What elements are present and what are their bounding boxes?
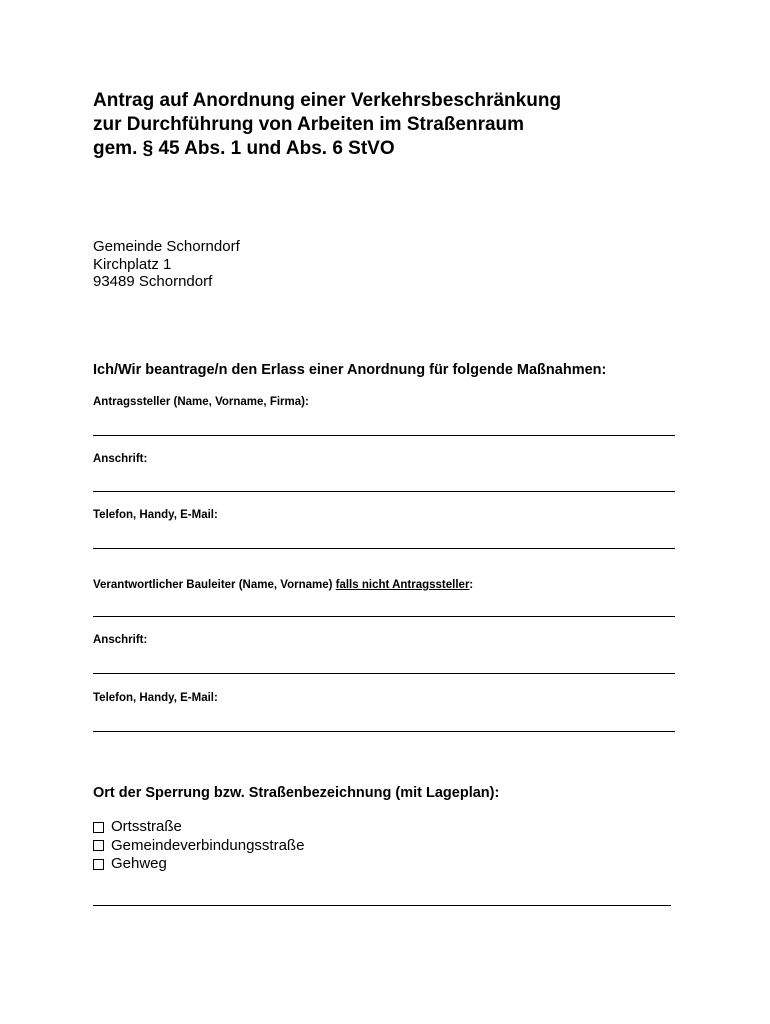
site-manager-field[interactable] — [93, 616, 675, 617]
location-heading: Ort der Sperrung bzw. Straßenbezeichnung (mit Lageplan): — [93, 785, 500, 801]
option-gehweg[interactable] — [93, 855, 304, 874]
checkbox-icon[interactable] — [93, 840, 104, 851]
checkbox-icon[interactable] — [93, 859, 104, 870]
site-manager-label-prefix: Verantwortlicher Bauleiter (Name, Vorname) — [93, 579, 336, 591]
document-title — [93, 89, 561, 161]
applicant-label: Antragssteller (Name, Vorname, Firma): — [93, 396, 309, 408]
location-field[interactable] — [93, 905, 671, 906]
site-manager-label-suffix: : — [469, 579, 474, 591]
recipient-address — [93, 238, 240, 291]
site-manager-label-underlined: falls nicht Antragssteller — [335, 579, 470, 591]
request-heading: Ich/Wir beantrage/n den Erlass einer Anordnung für folgende Maßnahmen: — [93, 362, 607, 378]
site-manager-contact-field[interactable] — [93, 731, 675, 732]
title-line-3: gem. § 45 Abs. 1 und Abs. 6 StVO — [93, 138, 395, 159]
road-type-options — [93, 818, 304, 874]
option-label: Gemeindeverbindungsstraße — [111, 836, 305, 854]
option-label: Gehweg — [111, 855, 167, 872]
checkbox-icon[interactable] — [93, 822, 104, 833]
applicant-field[interactable] — [93, 435, 675, 436]
applicant-address-field[interactable] — [93, 491, 675, 492]
site-manager-address-label: Anschrift: — [93, 634, 148, 646]
site-manager-address-field[interactable] — [93, 673, 675, 674]
option-gemeindeverbindungsstrasse[interactable] — [93, 837, 304, 856]
applicant-contact-field[interactable] — [93, 548, 675, 549]
applicant-contact-label: Telefon, Handy, E-Mail: — [93, 509, 218, 521]
site-manager-label — [93, 579, 473, 591]
title-line-1: Antrag auf Anordnung einer Verkehrsbeschränkung — [93, 90, 562, 111]
title-line-2: zur Durchführung von Arbeiten im Straßenraum — [93, 114, 525, 135]
address-city: 93489 Schorndorf — [93, 273, 213, 290]
applicant-address-label: Anschrift: — [93, 453, 148, 465]
address-street: Kirchplatz 1 — [93, 255, 172, 273]
address-name: Gemeinde Schorndorf — [93, 238, 240, 255]
option-label: Ortsstraße — [111, 818, 182, 835]
site-manager-contact-label: Telefon, Handy, E-Mail: — [93, 692, 218, 704]
option-ortsstrasse[interactable] — [93, 818, 304, 837]
